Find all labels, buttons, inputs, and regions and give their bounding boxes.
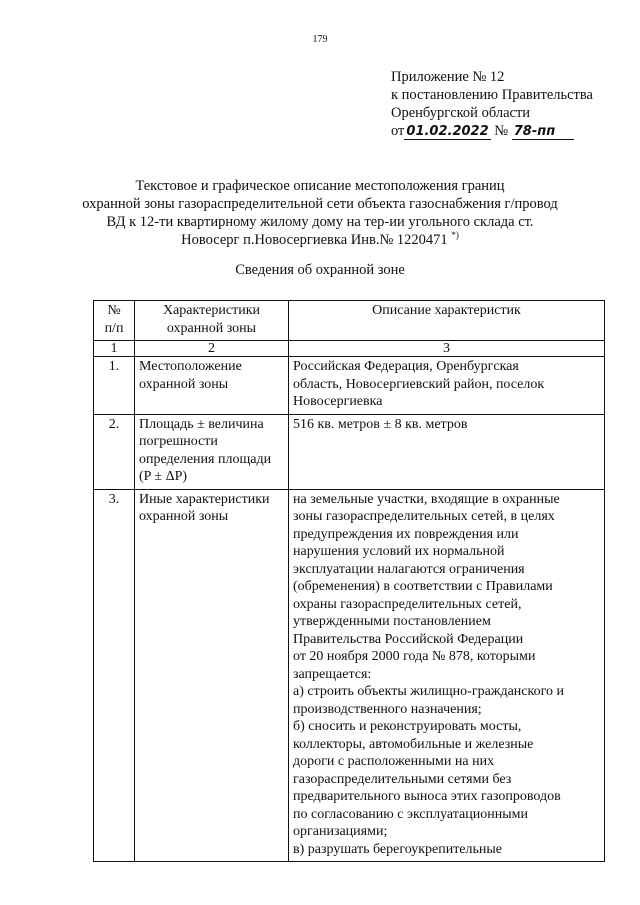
title-line-4-text: Новосерг п.Новосергиевка Инв.№ 1220471 <box>181 232 448 248</box>
number-prefix: № <box>494 123 509 139</box>
row-characteristic: Иные характеристики охранной зоны <box>135 489 289 862</box>
document-title <box>60 177 580 249</box>
header-characteristic: Характеристики охранной зоны <box>135 301 289 341</box>
table-row <box>94 489 605 862</box>
index-cell-1: 1 <box>94 341 135 357</box>
handwritten-decree-number: 78-пп <box>512 125 574 140</box>
row-number: 3. <box>94 489 135 862</box>
appendix-reference: к постановлению Правительства <box>391 87 593 103</box>
appendix-number: Приложение № 12 <box>391 69 505 85</box>
row-number: 1. <box>94 357 135 415</box>
row-number: 2. <box>94 414 135 489</box>
appendix-date-line <box>391 122 593 140</box>
title-line-1: Текстовое и графическое описание местоположения границ <box>135 178 505 194</box>
date-prefix: от <box>391 123 405 139</box>
page-number: 179 <box>312 34 328 45</box>
header-number: № п/п <box>94 301 135 341</box>
row-description: 516 кв. метров ± 8 кв. метров <box>289 414 605 489</box>
table-row <box>94 357 605 415</box>
row-characteristic: Площадь ± величина погрешности определения площади (P ± ΔP) <box>135 414 289 489</box>
appendix-region: Оренбургской области <box>391 105 531 121</box>
footnote-mark: *) <box>451 230 459 241</box>
title-line-2: охранной зоны газораспределительной сети объекта газоснабжения г/провод <box>82 196 558 212</box>
handwritten-date: 01.02.2022 <box>406 124 489 139</box>
title-line-3: ВД к 12-ти квартирному жилому дому на тер-ии угольного склада ст. <box>106 214 534 230</box>
section-title: Сведения об охранной зоне <box>235 262 405 278</box>
index-cell-2: 2 <box>135 341 289 357</box>
title-line-4 <box>60 231 580 249</box>
appendix-block <box>391 68 593 140</box>
row-description: на земельные участки, входящие в охранные зоны газораспределительных сетей, в целях предупреждения их повреждения или нарушения условий их нормальной эксплуатации налагаются ограничения (обременения) в соответствии с Правилами охраны газораспределительных сетей, утвержденными постановлением Правительства Российской Федерации от 20 ноября 2000 года № 878, которыми запрещается: а) строить объекты жилищно-гражданского и производственного назначения; б) сносить и реконструировать мосты, коллекторы, автомобильные и железные дороги с расположенными на них газораспределительными сетями без предварительного выноса этих газопроводов по согласованию с эксплуатационными организациями; в) разрушать берегоукрепительные <box>289 489 605 862</box>
index-cell-3: 3 <box>289 341 605 357</box>
header-description: Описание характеристик <box>289 301 605 341</box>
table-row <box>94 414 605 489</box>
row-characteristic: Местоположение охранной зоны <box>135 357 289 415</box>
row-description: Российская Федерация, Оренбургская область, Новосергиевский район, поселок Новосергиевка <box>289 357 605 415</box>
table-index-row <box>94 341 605 357</box>
zone-info-table <box>93 300 605 862</box>
table-header-row <box>94 301 605 341</box>
